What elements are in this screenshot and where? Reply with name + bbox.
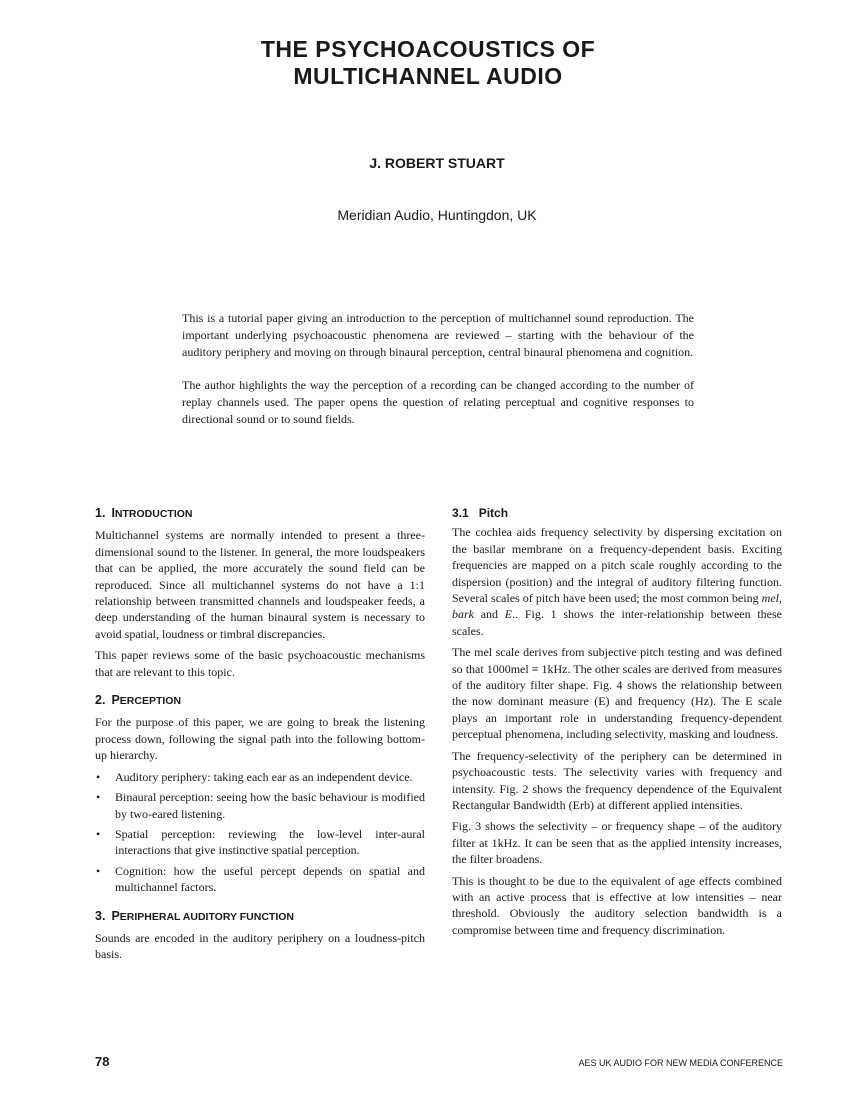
text-run: and [474, 607, 505, 622]
italic-term: E [504, 607, 513, 622]
text-run: .. Fig. 1 shows the inter-relationship between these scales. [452, 607, 782, 638]
body-paragraph: This is thought to be due to the equivalent of age effects combined with an active process that is effective at low intensities – near threshold. Obviously the auditory selection bandwidth is a compromise between time and frequency discrimination. [452, 873, 782, 937]
section-number: 2. [95, 693, 106, 708]
list-item: • Cognition: how the useful percept depends on spatial and multichannel factors. [95, 863, 425, 896]
right-column [452, 505, 782, 943]
title-line-2: MULTICHANNEL AUDIO [293, 63, 563, 89]
body-paragraph: Fig. 3 shows the selectivity – or frequency shape – of the auditory filter at 1kHz. It can be seen that as the applied intensity increases, the filter broadens. [452, 819, 782, 867]
text-run: The cochlea aids frequency selectivity by dispersing excitation on the basilar membrane on a frequency-dependent basis. Exciting frequencies are mapped on a pitch scale roughly according to the dispersion (position) and the integral of auditory filtering function. Several scales of pitch have been used; the most common being [452, 525, 782, 606]
section-heading-peripheral [95, 908, 425, 925]
section-number: 3. [95, 908, 106, 923]
list-item: • Auditory periphery: taking each ear as an independent device. [95, 769, 425, 785]
paper-title [0, 36, 856, 90]
section-title-rest: ERIPHERAL AUDITORY FUNCTION [119, 910, 295, 923]
abstract-paragraph: The author highlights the way the perception of a recording can be changed according to the number of replay channels used. The paper opens the question of relating perceptual and cognitive responses to directional sound or to sound fields. [182, 378, 694, 426]
italic-term: mel [761, 591, 779, 606]
left-column [95, 505, 425, 968]
section-title-initial: P [111, 908, 120, 923]
section-heading-introduction [95, 505, 425, 522]
author-affiliation: Meridian Audio, Huntingdon, UK [337, 207, 537, 223]
body-paragraph [452, 524, 782, 639]
text-run: , [779, 591, 782, 606]
section-title-initial: I [111, 506, 115, 520]
list-item: • Spatial perception: reviewing the low-level inter-aural interactions that give instinctive spatial perception. [95, 826, 425, 859]
section-heading-perception [95, 692, 425, 709]
section-title-rest: ERCEPTION [119, 695, 182, 708]
abstract [182, 310, 694, 444]
body-paragraph: The mel scale derives from subjective pitch testing and was defined so that 1000mel ≡ 1kHz. The other scales are derived from measures of the auditory filter shape. Fig. 4 shows the relationship between the now dominant measure (E) and frequency (Hz). The E scale plays an important role in understanding frequency-dependent perceptual phenomena, including selectivity, masking and loudness. [452, 645, 782, 742]
subsection-title: Pitch [478, 506, 509, 520]
section-title-rest: NTRODUCTION [114, 508, 193, 520]
body-paragraph: The frequency-selectivity of the periphery can be determined in psychoacoustic tests. The selectivity varies with frequency and intensity. Fig. 2 shows the frequency dependence of the Equivalent Rectangular Bandwidth (Erb) at different applied intensities. [452, 748, 782, 812]
list-item: • Binaural perception: seeing how the basic behaviour is modified by two-eared listening. [95, 789, 425, 822]
body-paragraph: This paper reviews some of the basic psychoacoustic mechanisms that are relevant to this topic. [95, 648, 425, 679]
body-paragraph: Sounds are encoded in the auditory periphery on a loudness-pitch basis. [95, 930, 425, 962]
page-number: 78 [95, 1054, 110, 1069]
author-name: J. ROBERT STUART [369, 155, 505, 171]
subsection-heading-pitch [452, 505, 782, 521]
body-paragraph: For the purpose of this paper, we are going to break the listening process down, following the signal path into the following bottom-up hierarchy. [95, 715, 425, 763]
abstract-paragraph: This is a tutorial paper giving an introduction to the perception of multichannel sound reproduction. The important underlying psychoacoustic phenomena are reviewed – starting with the behaviour of the auditory periphery and moving on through binaural perception, central binaural phenomena and cognition. [182, 311, 694, 359]
subsection-number: 3.1 [452, 506, 469, 520]
title-line-1: THE PSYCHOACOUSTICS OF [260, 36, 596, 62]
section-title-initial: P [111, 693, 120, 708]
body-paragraph: Multichannel systems are normally intended to present a three-dimensional sound to the listener. In general, the more loudspeakers that can be applied, the more accurately the sound field can be reproduced. Since all multichannel systems do not have a 1:1 relationship between transmitted channels and loudspeaker feeds, a deep understanding of the human binaural system is necessary to avoid spatial, loudness or timbral discrepancies. [95, 528, 425, 641]
hierarchy-list [95, 769, 425, 896]
section-number: 1. [95, 506, 106, 520]
italic-term: bark [452, 607, 474, 622]
conference-name: AES UK AUDIO FOR NEW MEDIA CONFERENCE [578, 1058, 783, 1068]
